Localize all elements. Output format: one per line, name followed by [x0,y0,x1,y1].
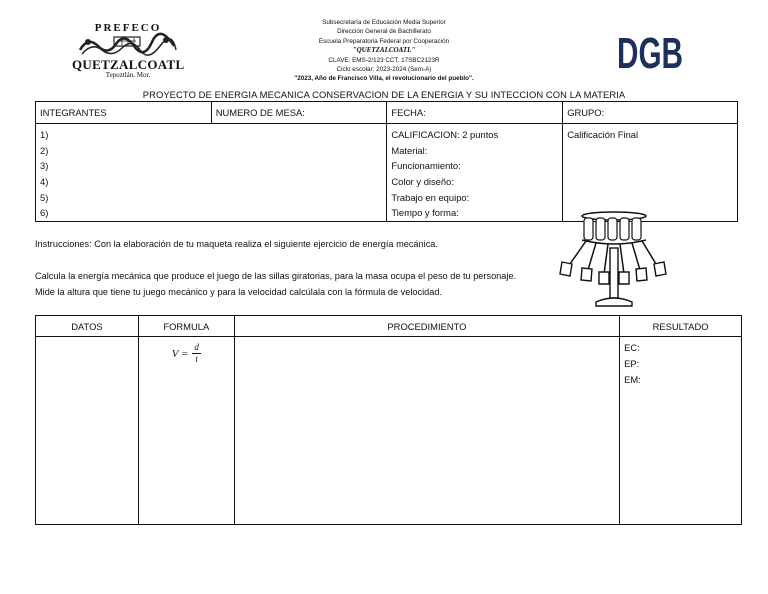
criteria-line: Color y diseño: [391,176,454,188]
criteria-cell [387,124,563,222]
instruction-line-2: Calcula la energía mecánica que produce el juego de las sillas giratorias, para la masa ocupa el peso de tu personaje. [35,271,517,281]
formula-cell [138,337,234,525]
dgb-logo-text: DGB [617,29,683,78]
datos-cell[interactable] [36,337,139,525]
header-line-2: Dirección General de Bachillerato [337,28,431,36]
member-line: 1) [40,129,49,140]
formula-fraction [192,342,201,365]
header-grupo[interactable]: GRUPO: [563,102,738,124]
prefeco-logo [72,22,184,78]
info-table [35,101,738,222]
project-title: PROYECTO DE ENERGIA MECANICA CONSERVACION DE LA ENERGIA Y SU INTECCION CON LA MATERIA [142,89,626,100]
info-body-row [36,124,738,222]
result-em: EM: [624,374,641,385]
school-name: "QUETZALCOATL" [352,46,416,55]
member-line: 6) [40,207,49,219]
dgb-logo [615,28,685,78]
header-line-3: Escuela Preparatoria Federal por Cooperación [318,37,450,45]
final-grade-label: Calificación Final [567,129,639,140]
logo-place: Tepoztlán, Mor. [105,71,151,79]
work-header-row [36,316,742,337]
work-body-row [36,337,742,525]
motto-line: "2023, Año de Francisco Villa, el revolucionario del pueblo". [294,75,474,83]
info-header-row [36,102,738,124]
procedimiento-cell[interactable] [234,337,619,525]
header-fecha[interactable]: FECHA: [387,102,563,124]
instruction-line-3: Mide la altura que tiene tu juego mecánico y para la velocidad calcúlala con la fórmula de velocidad. [35,287,443,297]
header-datos: DATOS [36,316,139,337]
swing-ride-illustration [556,210,672,312]
member-line: 5) [40,191,49,203]
criteria-line: Tiempo y forma: [391,207,459,219]
formula-denominator: t [195,354,198,364]
quetzalcoatl-serpent-icon [78,34,178,56]
institution-header [250,18,518,84]
members-cell[interactable] [36,124,387,222]
criteria-line: Trabajo en equipo: [391,191,470,203]
formula-numerator: d [194,342,199,352]
header-numero-mesa[interactable]: NUMERO DE MESA: [211,102,387,124]
header-line-1: Subsecretaría de Educación Media Superior [322,19,446,26]
criteria-line: CALIFICACION: 2 puntos [391,129,499,140]
work-table [35,315,742,525]
member-line: 2) [40,144,49,156]
result-ec: EC: [624,342,640,353]
final-grade-cell[interactable] [563,124,738,222]
formula-lhs: V = [171,347,189,360]
criteria-line: Material: [391,144,428,156]
header-formula: FORMULA [138,316,234,337]
header-integrantes: INTEGRANTES [36,102,212,124]
resultado-cell[interactable] [620,337,742,525]
logo-title: PREFECO [94,22,162,34]
header-procedimiento: PROCEDIMIENTO [234,316,619,337]
clave-line: CLAVE: EMS-2/123 CCT. 17SBC2123R [328,56,440,64]
member-line: 3) [40,160,49,172]
result-ep: EP: [624,358,640,369]
logo-name: QUETZALCOATL [72,57,185,72]
ciclo-line: Ciclo escolar: 2023-2024 (Sem-A) [336,66,432,74]
criteria-line: Funcionamiento: [391,160,461,172]
header-resultado: RESULTADO [620,316,742,337]
member-line: 4) [40,176,49,188]
instruction-line-1: Instrucciones: Con la elaboración de tu maqueta realiza el siguiente ejercicio de energía mecánica. [35,239,438,249]
velocity-formula [143,342,230,365]
